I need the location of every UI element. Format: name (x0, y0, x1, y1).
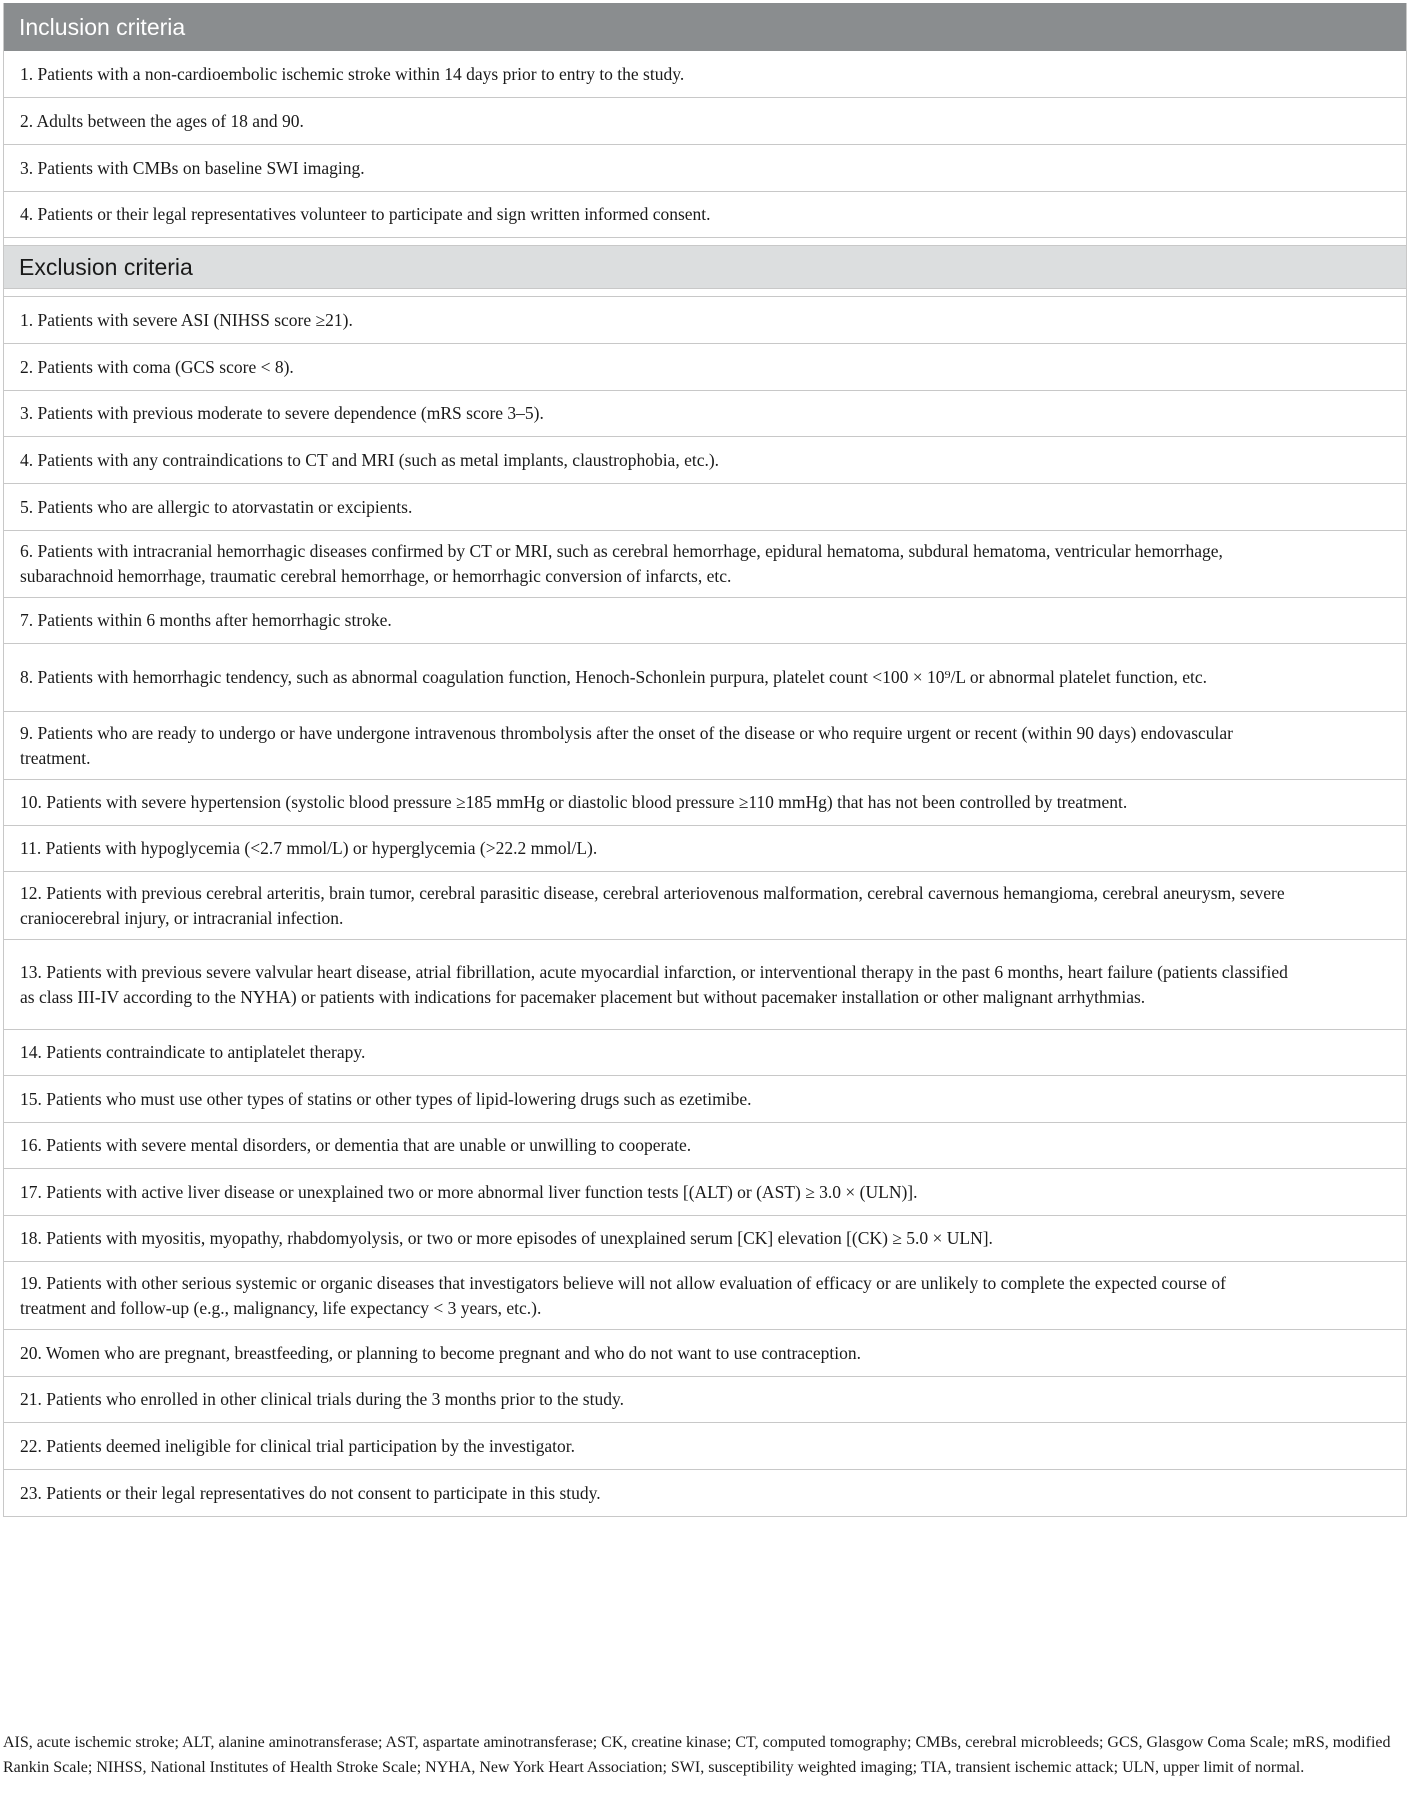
exclusion-criterion-row (4, 1377, 1406, 1423)
exclusion-criterion-text: 20. Women who are pregnant, breastfeeding, or planning to become pregnant and who do not want to use contraception. (20, 1342, 861, 1363)
exclusion-criterion-text: 19. Patients with other serious systemic or organic diseases that investigators believe will not allow evaluation of efficacy or are unlikely to complete the expected course of treatment and follow-up (e.g., malignancy, life expectancy < 3 years, etc.). (20, 1272, 1227, 1318)
exclusion-criterion-row (4, 1423, 1406, 1470)
inclusion-criterion-text: 1. Patients with a non-cardioembolic ischemic stroke within 14 days prior to entry to the study. (20, 63, 685, 84)
exclusion-criterion-row (4, 344, 1406, 391)
exclusion-criterion-text: 15. Patients who must use other types of statins or other types of lipid-lowering drugs such as ezetimibe. (20, 1088, 752, 1109)
exclusion-criterion-row (4, 391, 1406, 437)
exclusion-criterion-row (4, 297, 1406, 344)
exclusion-criterion-row (4, 531, 1406, 598)
exclusion-criterion-row (4, 1330, 1406, 1377)
exclusion-criterion-text: 6. Patients with intracranial hemorrhagic diseases confirmed by CT or MRI, such as cerebral hemorrhage, epidural hematoma, subdural hematoma, ventricular hemorrhage, subarachnoid hemorrhage, traumatic cerebral hemorrhage, or hemorrhagic conversion of infarcts, etc. (20, 541, 1223, 586)
exclusion-criterion-row (4, 780, 1406, 826)
exclusion-criterion-row (4, 1216, 1406, 1262)
inclusion-header: Inclusion criteria (4, 3, 1406, 51)
exclusion-criterion-row (4, 872, 1406, 940)
section-divider (4, 238, 1406, 246)
exclusion-criterion-text: 12. Patients with previous cerebral arteritis, brain tumor, cerebral parasitic disease, cerebral arteriovenous malformation, cerebral cavernous hemangioma, cerebral aneurysm, severe craniocerebral injury, or intracranial infection. (20, 882, 1285, 928)
exclusion-criterion-row (4, 1470, 1406, 1517)
exclusion-criterion-row (4, 1262, 1406, 1330)
inclusion-criterion-row (4, 51, 1406, 98)
exclusion-criterion-text: 8. Patients with hemorrhagic tendency, such as abnormal coagulation function, Henoch-Schonlein purpura, platelet count <100 × 10⁹/L or abnormal platelet function, etc. (20, 667, 1207, 687)
exclusion-criterion-text: 17. Patients with active liver disease or unexplained two or more abnormal liver function tests [(ALT) or (AST) ≥ 3.0 × (ULN)]. (20, 1181, 918, 1202)
exclusion-criterion-row (4, 644, 1406, 712)
exclusion-header: Exclusion criteria (4, 246, 1406, 289)
inclusion-list (4, 51, 1406, 238)
exclusion-criterion-row (4, 484, 1406, 531)
exclusion-criterion-row (4, 1076, 1406, 1123)
exclusion-criterion-row (4, 1169, 1406, 1216)
exclusion-criterion-row (4, 437, 1406, 484)
exclusion-criterion-text: 13. Patients with previous severe valvular heart disease, atrial fibrillation, acute myocardial infarction, or interventional therapy in the past 6 months, heart failure (patients classified as class III-IV according to the NYHA) or patients with indications for pacemaker placement but without pacemaker installation or other malignant arrhythmias. (20, 961, 1288, 1007)
inclusion-criterion-text: 3. Patients with CMBs on baseline SWI imaging. (20, 157, 365, 178)
exclusion-criterion-text: 1. Patients with severe ASI (NIHSS score ≥21). (20, 309, 353, 330)
exclusion-list (4, 297, 1406, 1517)
exclusion-criterion-text: 23. Patients or their legal representatives do not consent to participate in this study. (20, 1482, 601, 1503)
exclusion-criterion-text: 16. Patients with severe mental disorders, or dementia that are unable or unwilling to cooperate. (20, 1135, 692, 1155)
abbreviations-footnote: AIS, acute ischemic stroke; ALT, alanine aminotransferase; AST, aspartate aminotransferase; CK, creatine kinase; CT, computed tomography; CMBs, cerebral microbleeds; GCS, Glasgow Coma Scale; mRS, modified Rankin Scale; NIHSS, National Institutes of Health Stroke Scale; NYHA, New York Heart Association; SWI, susceptibility weighted imaging; TIA, transient ischemic attack; ULN, upper limit of normal. (3, 1734, 1391, 1776)
inclusion-criterion-text: 4. Patients or their legal representatives volunteer to participate and sign written informed consent. (20, 204, 711, 224)
exclusion-criterion-text: 11. Patients with hypoglycemia (<2.7 mmol/L) or hyperglycemia (>22.2 mmol/L). (20, 838, 598, 858)
exclusion-criterion-text: 10. Patients with severe hypertension (systolic blood pressure ≥185 mmHg or diastolic blood pressure ≥110 mmHg) that has not been controlled by treatment. (20, 792, 1128, 812)
inclusion-criterion-row (4, 192, 1406, 238)
exclusion-criterion-row (4, 712, 1406, 780)
exclusion-criterion-text: 18. Patients with myositis, myopathy, rhabdomyolysis, or two or more episodes of unexplained serum [CK] elevation [(CK) ≥ 5.0 × ULN]. (20, 1228, 993, 1248)
section-divider (4, 289, 1406, 297)
exclusion-criterion-row (4, 598, 1406, 644)
exclusion-criterion-row (4, 1030, 1406, 1076)
exclusion-criterion-text: 3. Patients with previous moderate to severe dependence (mRS score 3–5). (20, 403, 544, 423)
exclusion-criterion-text: 9. Patients who are ready to undergo or have undergone intravenous thrombolysis after the onset of the disease or who require urgent or recent (within 90 days) endovascular treatment. (20, 722, 1233, 768)
exclusion-criterion-text: 7. Patients within 6 months after hemorrhagic stroke. (20, 610, 392, 630)
exclusion-criterion-text: 14. Patients contraindicate to antiplatelet therapy. (20, 1042, 366, 1062)
exclusion-criterion-row (4, 826, 1406, 872)
exclusion-criterion-text: 2. Patients with coma (GCS score < 8). (20, 356, 294, 377)
exclusion-criterion-row (4, 1123, 1406, 1169)
criteria-table (3, 3, 1407, 1517)
exclusion-criterion-text: 22. Patients deemed ineligible for clinical trial participation by the investigator. (20, 1435, 575, 1456)
inclusion-criterion-row (4, 145, 1406, 192)
exclusion-criterion-row (4, 940, 1406, 1030)
exclusion-criterion-text: 5. Patients who are allergic to atorvastatin or excipients. (20, 496, 413, 517)
inclusion-criterion-text: 2. Adults between the ages of 18 and 90. (20, 110, 304, 131)
inclusion-criterion-row (4, 98, 1406, 145)
exclusion-criterion-text: 21. Patients who enrolled in other clinical trials during the 3 months prior to the study. (20, 1389, 624, 1409)
exclusion-criterion-text: 4. Patients with any contraindications to CT and MRI (such as metal implants, claustrophobia, etc.). (20, 449, 720, 470)
